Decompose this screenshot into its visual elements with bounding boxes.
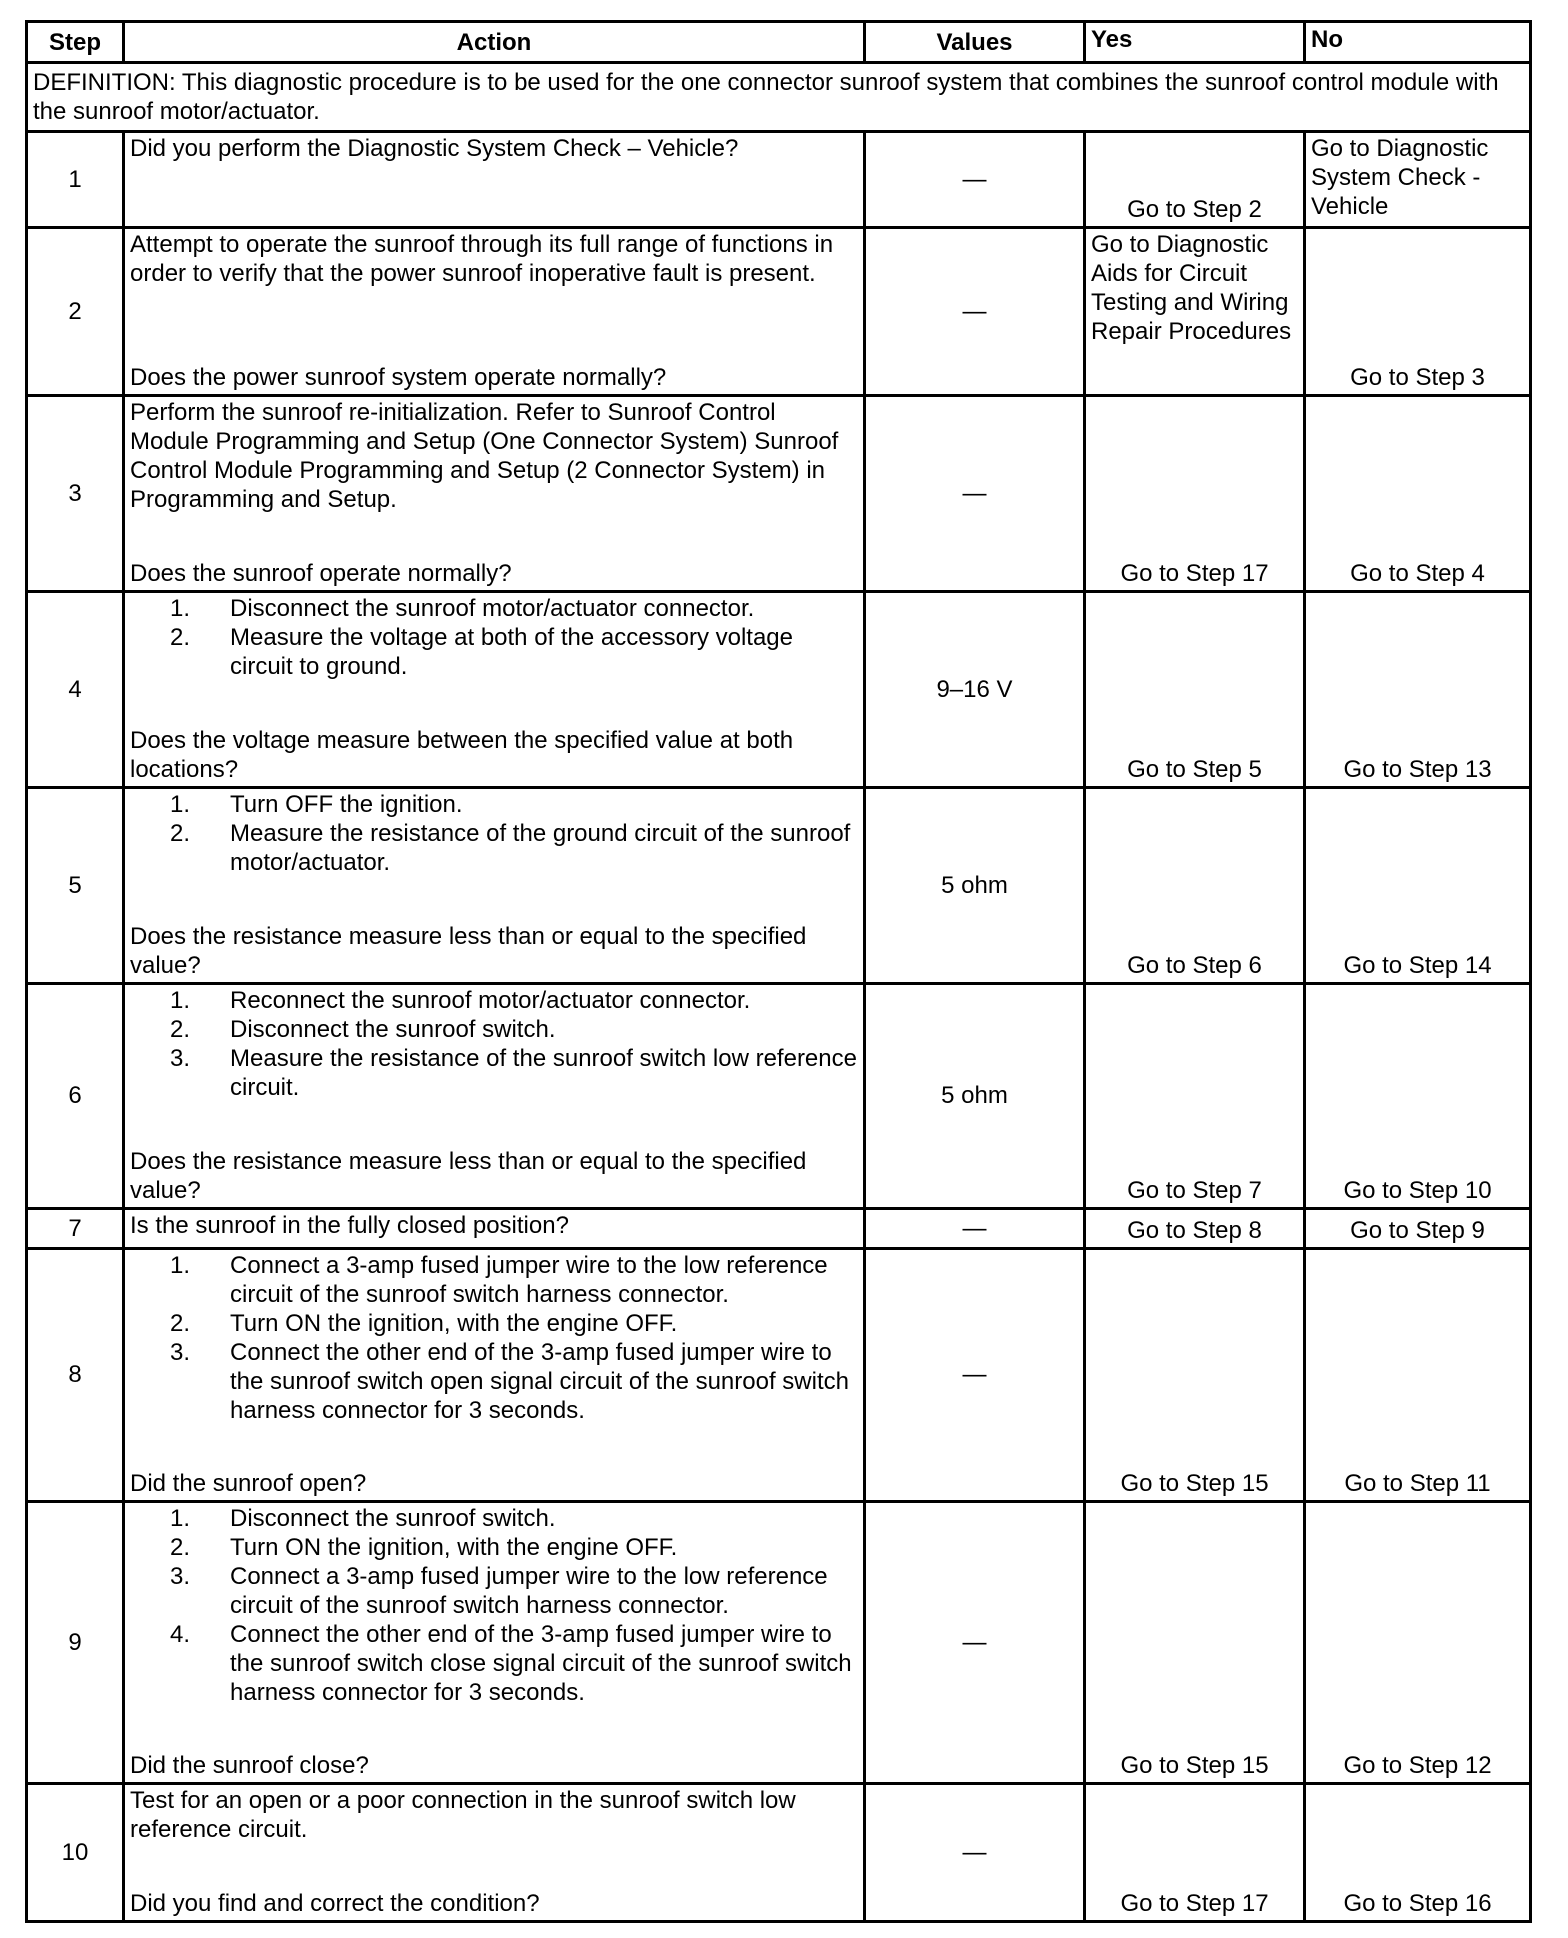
table-row: [27, 1249, 1531, 1502]
yes-cell: Go to Step 5: [1085, 592, 1305, 788]
yes-cell: Go to Step 17: [1085, 396, 1305, 592]
list-item: [130, 819, 858, 877]
list-item: [130, 594, 858, 623]
action-question: Did the sunroof open?: [130, 1470, 367, 1497]
list-item-number: 2.: [170, 624, 191, 651]
table-row: [27, 228, 1531, 396]
list-item-text: Connect a 3-amp fused jumper wire to the low reference circuit of the sunroof switch harness connector.: [230, 1563, 828, 1619]
list-item-text: Disconnect the sunroof switch.: [230, 1505, 556, 1532]
list-item-number: 1.: [170, 1252, 191, 1279]
action-question: Does the resistance measure less than or equal to the specified value?: [130, 1148, 807, 1204]
action-cell: [124, 1502, 865, 1784]
action-instruction: Did you perform the Diagnostic System Check – Vehicle?: [130, 135, 739, 162]
action-question: Does the resistance measure less than or equal to the specified value?: [130, 923, 807, 979]
action-cell: [124, 788, 865, 984]
list-item-text: Turn OFF the ignition.: [230, 791, 463, 818]
list-item: [130, 1251, 858, 1309]
table-row: [27, 1209, 1531, 1249]
yes-cell: Go to Step 15: [1085, 1249, 1305, 1502]
action-question: Did the sunroof close?: [130, 1752, 369, 1779]
list-item-number: 3.: [170, 1339, 191, 1366]
table-row: [27, 1502, 1531, 1784]
table-row: [27, 592, 1531, 788]
list-item: [130, 1562, 858, 1620]
header-row: [27, 22, 1531, 63]
list-item-number: 2.: [170, 1534, 191, 1561]
diagnostic-table: [25, 20, 1532, 1923]
value-cell: 5 ohm: [865, 788, 1085, 984]
no-cell: Go to Step 13: [1305, 592, 1531, 788]
action-cell: [124, 592, 865, 788]
list-item: [130, 1044, 858, 1102]
list-item: [130, 623, 858, 681]
header-action: Action: [124, 22, 865, 63]
list-item-number: 2.: [170, 1016, 191, 1043]
list-item-text: Disconnect the sunroof motor/actuator connector.: [230, 595, 755, 622]
list-item-text: Turn ON the ignition, with the engine OFF.: [230, 1534, 678, 1561]
value-cell: 5 ohm: [865, 984, 1085, 1209]
action-cell: [124, 984, 865, 1209]
action-instruction: Is the sunroof in the fully closed position?: [130, 1212, 569, 1239]
table-row: [27, 788, 1531, 984]
action-cell: [124, 132, 865, 228]
list-item-number: 3.: [170, 1563, 191, 1590]
header-step: Step: [27, 22, 124, 63]
list-item-text: Reconnect the sunroof motor/actuator connector.: [230, 987, 751, 1014]
list-item-text: Measure the resistance of the sunroof switch low reference circuit.: [230, 1045, 857, 1101]
table-row: [27, 132, 1531, 228]
step-number: 9: [27, 1502, 124, 1784]
step-number: 6: [27, 984, 124, 1209]
list-item: [130, 1504, 858, 1533]
yes-cell: Go to Step 7: [1085, 984, 1305, 1209]
header-values: Values: [865, 22, 1085, 63]
yes-cell: Go to Step 2: [1085, 132, 1305, 228]
list-item-number: 3.: [170, 1045, 191, 1072]
list-item: [130, 1533, 858, 1562]
no-cell: Go to Step 10: [1305, 984, 1531, 1209]
yes-cell: Go to Step 6: [1085, 788, 1305, 984]
list-item-text: Turn ON the ignition, with the engine OFF.: [230, 1310, 678, 1337]
value-cell: —: [865, 1209, 1085, 1249]
no-cell: Go to Diagnostic System Check - Vehicle: [1305, 132, 1531, 228]
header-no: No: [1305, 22, 1531, 63]
step-number: 4: [27, 592, 124, 788]
yes-cell: Go to Step 17: [1085, 1784, 1305, 1922]
list-item-number: 2.: [170, 820, 191, 847]
list-item-number: 1.: [170, 791, 191, 818]
list-item-number: 4.: [170, 1621, 191, 1648]
value-cell: —: [865, 1502, 1085, 1784]
list-item-number: 1.: [170, 1505, 191, 1532]
step-number: 7: [27, 1209, 124, 1249]
definition-row: [27, 63, 1531, 132]
definition-text: DEFINITION: This diagnostic procedure is to be used for the one connector sunroof system that combines the sunroof control module with the sunroof motor/actuator.: [27, 63, 1531, 132]
header-yes: Yes: [1085, 22, 1305, 63]
action-question: Does the voltage measure between the specified value at both locations?: [130, 727, 794, 783]
yes-cell: Go to Diagnostic Aids for Circuit Testing and Wiring Repair Procedures: [1085, 228, 1305, 396]
action-steps-list: [130, 986, 858, 1102]
no-cell: Go to Step 9: [1305, 1209, 1531, 1249]
list-item: [130, 1309, 858, 1338]
action-steps-list: [130, 790, 858, 877]
action-question: Does the sunroof operate normally?: [130, 560, 512, 587]
step-number: 5: [27, 788, 124, 984]
value-cell: —: [865, 396, 1085, 592]
value-cell: —: [865, 132, 1085, 228]
action-cell: [124, 228, 865, 396]
action-instruction: Attempt to operate the sunroof through its full range of functions in order to verify that the power sunroof inoperative fault is present.: [130, 231, 834, 287]
no-cell: Go to Step 3: [1305, 228, 1531, 396]
list-item-text: Measure the voltage at both of the accessory voltage circuit to ground.: [230, 624, 794, 680]
list-item-text: Connect the other end of the 3-amp fused jumper wire to the sunroof switch close signal circuit of the sunroof switch harness connector for 3 seconds.: [230, 1621, 852, 1706]
table-row: [27, 1784, 1531, 1922]
action-steps-list: [130, 1251, 858, 1425]
yes-cell: Go to Step 8: [1085, 1209, 1305, 1249]
action-steps-list: [130, 594, 858, 681]
action-instruction: Test for an open or a poor connection in the sunroof switch low reference circuit.: [130, 1787, 796, 1843]
list-item: [130, 986, 858, 1015]
action-steps-list: [130, 1504, 858, 1707]
step-number: 8: [27, 1249, 124, 1502]
list-item-text: Disconnect the sunroof switch.: [230, 1016, 556, 1043]
no-cell: Go to Step 12: [1305, 1502, 1531, 1784]
list-item: [130, 790, 858, 819]
list-item-number: 1.: [170, 595, 191, 622]
list-item-number: 1.: [170, 987, 191, 1014]
list-item-number: 2.: [170, 1310, 191, 1337]
yes-cell: Go to Step 15: [1085, 1502, 1305, 1784]
value-cell: —: [865, 1249, 1085, 1502]
table-row: [27, 984, 1531, 1209]
no-cell: Go to Step 16: [1305, 1784, 1531, 1922]
list-item-text: Measure the resistance of the ground circuit of the sunroof motor/actuator.: [230, 820, 851, 876]
step-number: 3: [27, 396, 124, 592]
action-cell: [124, 1249, 865, 1502]
value-cell: —: [865, 1784, 1085, 1922]
no-cell: Go to Step 11: [1305, 1249, 1531, 1502]
list-item-text: Connect the other end of the 3-amp fused jumper wire to the sunroof switch open signal circuit of the sunroof switch harness connector for 3 seconds.: [230, 1339, 849, 1424]
action-cell: [124, 396, 865, 592]
action-question: Did you find and correct the condition?: [130, 1890, 540, 1917]
step-number: 10: [27, 1784, 124, 1922]
list-item: [130, 1338, 858, 1425]
list-item: [130, 1620, 858, 1707]
action-instruction: Perform the sunroof re-initialization. Refer to Sunroof Control Module Programming and Setup (One Connector System) Sunroof Control Module Programming and Setup (2 Connector System) in Programming and Setup.: [130, 399, 839, 513]
list-item: [130, 1015, 858, 1044]
no-cell: Go to Step 4: [1305, 396, 1531, 592]
action-question: Does the power sunroof system operate normally?: [130, 364, 667, 391]
action-cell: [124, 1209, 865, 1249]
value-cell: 9–16 V: [865, 592, 1085, 788]
list-item-text: Connect a 3-amp fused jumper wire to the low reference circuit of the sunroof switch harness connector.: [230, 1252, 828, 1308]
value-cell: —: [865, 228, 1085, 396]
step-number: 2: [27, 228, 124, 396]
no-cell: Go to Step 14: [1305, 788, 1531, 984]
table-row: [27, 396, 1531, 592]
action-cell: [124, 1784, 865, 1922]
step-number: 1: [27, 132, 124, 228]
